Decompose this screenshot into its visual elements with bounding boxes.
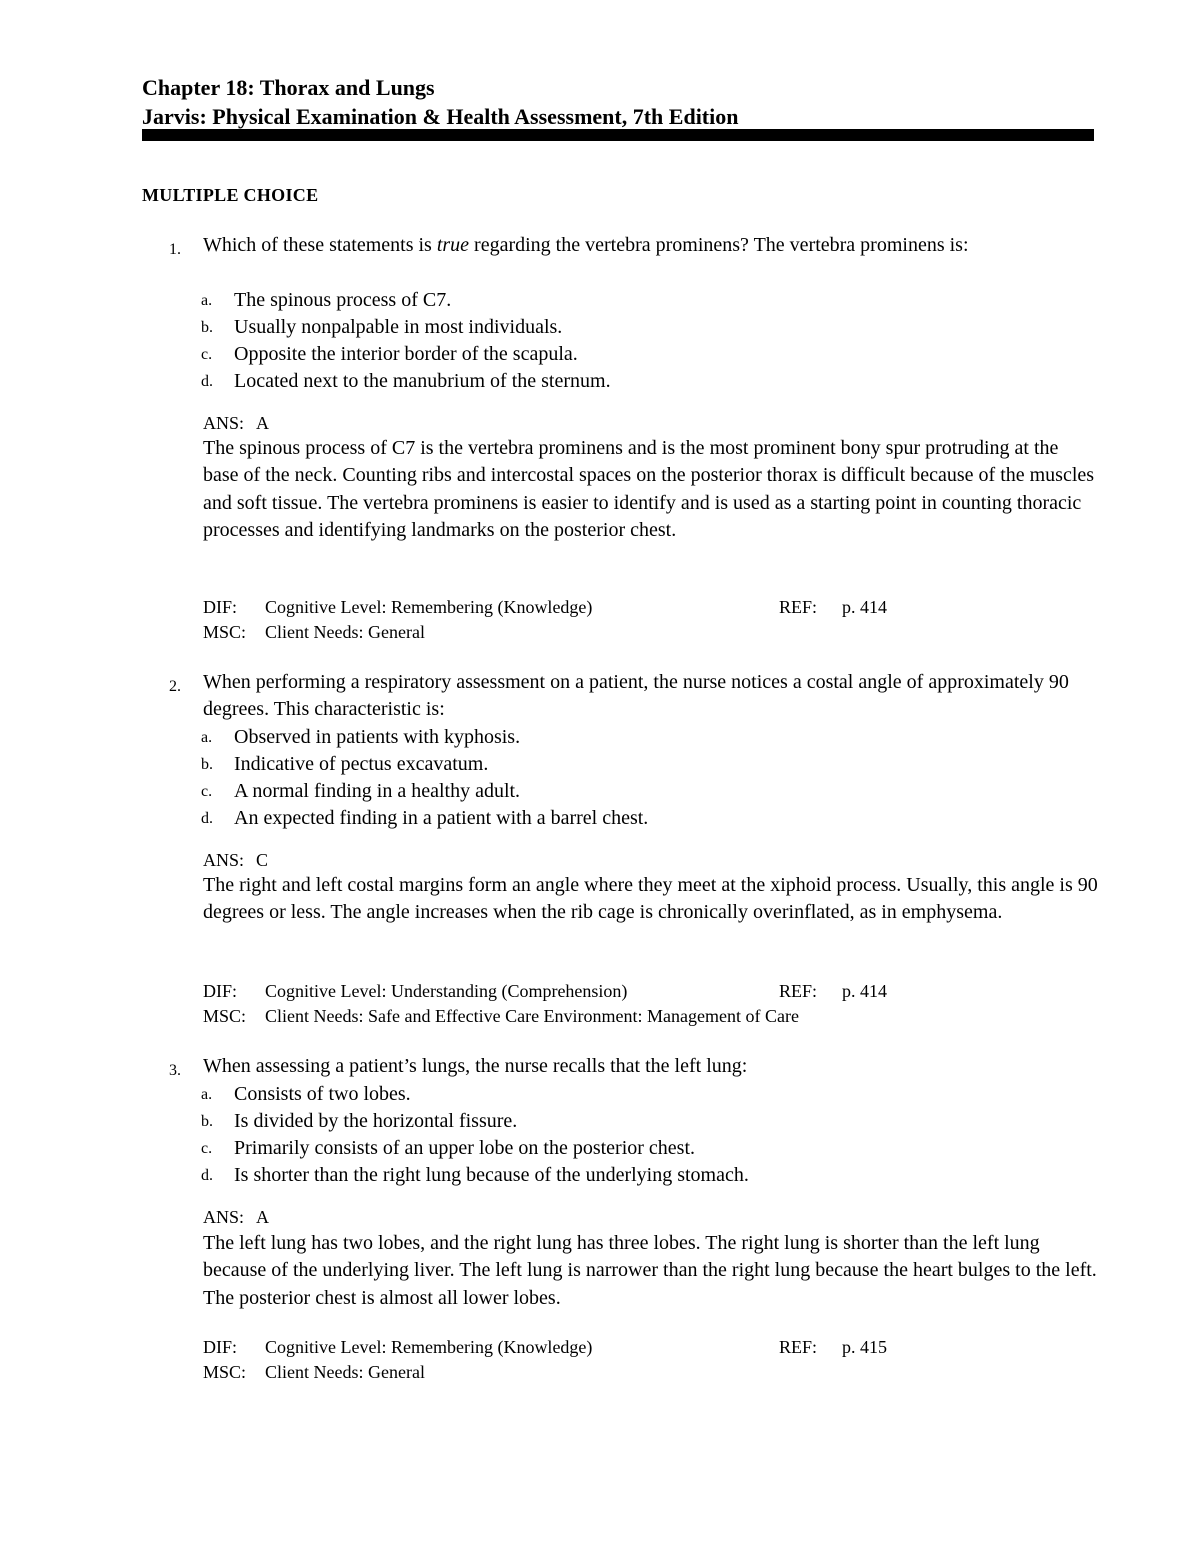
dif-label: DIF: xyxy=(203,597,238,617)
msc-label: MSC: xyxy=(203,1006,247,1026)
ref-value: p. 414 xyxy=(842,981,887,1001)
question-number: 2. xyxy=(169,678,181,695)
answer-label: ANS: xyxy=(203,1207,245,1227)
dif-value: Cognitive Level: Remembering (Knowledge) xyxy=(265,597,593,617)
option-letter: c. xyxy=(201,346,213,363)
option-letter: b. xyxy=(201,756,213,773)
answer-label: ANS: xyxy=(203,413,245,433)
option-text: Located next to the manubrium of the sternum. xyxy=(234,370,611,392)
option-text: Usually nonpalpable in most individuals. xyxy=(234,316,563,338)
answer-value: C xyxy=(256,850,269,870)
rationale: The right and left costal margins form an angle where they meet at the xiphoid process. Usually, this angle is 90 degrees or less. The angle increases when the rib cage is chronically overinflated, as in emphysema. xyxy=(203,874,1098,924)
book-title: Jarvis: Physical Examination & Health Assessment, 7th Edition xyxy=(142,104,739,129)
option-letter: a. xyxy=(201,292,213,309)
stem-text-continued: regarding the vertebra prominens? The vertebra prominens is: xyxy=(469,234,969,256)
option-letter: b. xyxy=(201,1113,213,1130)
dif-ref-row xyxy=(0,980,1200,1006)
option-b xyxy=(0,751,1200,778)
rationale: The left lung has two lobes, and the right lung has three lobes. The right lung is shorter than the left lung because of the underlying liver. The left lung is narrower than the right lung because the heart bulges to the left. The posterior chest is almost all lower lobes. xyxy=(203,1232,1097,1309)
msc-label: MSC: xyxy=(203,622,247,642)
rationale: The spinous process of C7 is the vertebra prominens and is the most prominent bony spur protruding at the base of the neck. Counting ribs and intercostal spaces on the posterior thorax is difficult because of the muscles and soft tissue. The vertebra prominens is easier to identify and is used as a starting point in counting thoracic processes and identifying landmarks on the posterior chest. xyxy=(203,437,1095,541)
stem-text: When performing a respiratory assessment on a patient, the nurse notices a costal angle of approximately 90 degrees. This characteristic is: xyxy=(203,671,1069,720)
question-stem xyxy=(203,232,1093,259)
option-letter: a. xyxy=(201,729,213,746)
answer-value: A xyxy=(256,1207,270,1227)
option-text: The spinous process of C7. xyxy=(234,289,452,311)
option-d xyxy=(0,368,1200,395)
option-letter: d. xyxy=(201,373,213,390)
msc-row xyxy=(0,621,1200,647)
answer-value: A xyxy=(256,413,270,433)
stem-text: When assessing a patient’s lungs, the nurse recalls that the left lung: xyxy=(203,1055,748,1077)
question-stem xyxy=(203,669,1093,723)
chapter-title: Chapter 18: Thorax and Lungs xyxy=(142,75,435,100)
option-text: Observed in patients with kyphosis. xyxy=(234,726,521,748)
option-text: Is divided by the horizontal fissure. xyxy=(234,1110,518,1132)
msc-value: Client Needs: General xyxy=(265,622,425,642)
option-c xyxy=(0,1135,1200,1162)
option-text: Primarily consists of an upper lobe on the posterior chest. xyxy=(234,1137,696,1159)
question-number: 1. xyxy=(169,241,181,258)
dif-label: DIF: xyxy=(203,981,238,1001)
msc-value: Client Needs: Safe and Effective Care Environment: Management of Care xyxy=(265,1006,799,1026)
ref-label: REF: xyxy=(779,981,818,1001)
option-d xyxy=(0,1162,1200,1189)
option-text: Opposite the interior border of the scapula. xyxy=(234,343,578,365)
option-b xyxy=(0,314,1200,341)
option-letter: d. xyxy=(201,1167,213,1184)
option-letter: a. xyxy=(201,1086,213,1103)
option-text: Indicative of pectus excavatum. xyxy=(234,753,489,775)
ref-value: p. 414 xyxy=(842,597,887,617)
option-text: Is shorter than the right lung because of the underlying stomach. xyxy=(234,1164,749,1186)
answer-line xyxy=(203,1206,269,1228)
option-letter: d. xyxy=(201,810,213,827)
option-text: Consists of two lobes. xyxy=(234,1083,411,1105)
header-rule xyxy=(142,129,1094,141)
ref-label: REF: xyxy=(779,1337,818,1357)
dif-value: Cognitive Level: Understanding (Comprehension) xyxy=(265,981,628,1001)
dif-value: Cognitive Level: Remembering (Knowledge) xyxy=(265,1337,593,1357)
option-text: A normal finding in a healthy adult. xyxy=(234,780,521,802)
question-number: 3. xyxy=(169,1062,181,1079)
msc-label: MSC: xyxy=(203,1362,247,1382)
answer-label: ANS: xyxy=(203,850,245,870)
option-letter: b. xyxy=(201,319,213,336)
option-a xyxy=(0,1081,1200,1108)
option-d xyxy=(0,805,1200,832)
msc-row xyxy=(0,1005,1200,1031)
option-c xyxy=(0,778,1200,805)
option-letter: c. xyxy=(201,1140,213,1157)
option-a xyxy=(0,287,1200,314)
option-c xyxy=(0,341,1200,368)
option-b xyxy=(0,1108,1200,1135)
question-stem xyxy=(203,1053,1093,1080)
ref-label: REF: xyxy=(779,597,818,617)
msc-value: Client Needs: General xyxy=(265,1362,425,1382)
answer-line xyxy=(203,412,269,434)
stem-text: Which of these statements is xyxy=(203,234,437,256)
section-heading: MULTIPLE CHOICE xyxy=(142,185,319,205)
dif-label: DIF: xyxy=(203,1337,238,1357)
option-a xyxy=(0,724,1200,751)
ref-value: p. 415 xyxy=(842,1337,887,1357)
stem-emphasis: true xyxy=(436,234,470,256)
dif-ref-row xyxy=(0,596,1200,622)
option-letter: c. xyxy=(201,783,213,800)
msc-row xyxy=(0,1361,1200,1387)
dif-ref-row xyxy=(0,1336,1200,1362)
answer-line xyxy=(203,849,268,871)
option-text: An expected finding in a patient with a barrel chest. xyxy=(234,807,649,829)
